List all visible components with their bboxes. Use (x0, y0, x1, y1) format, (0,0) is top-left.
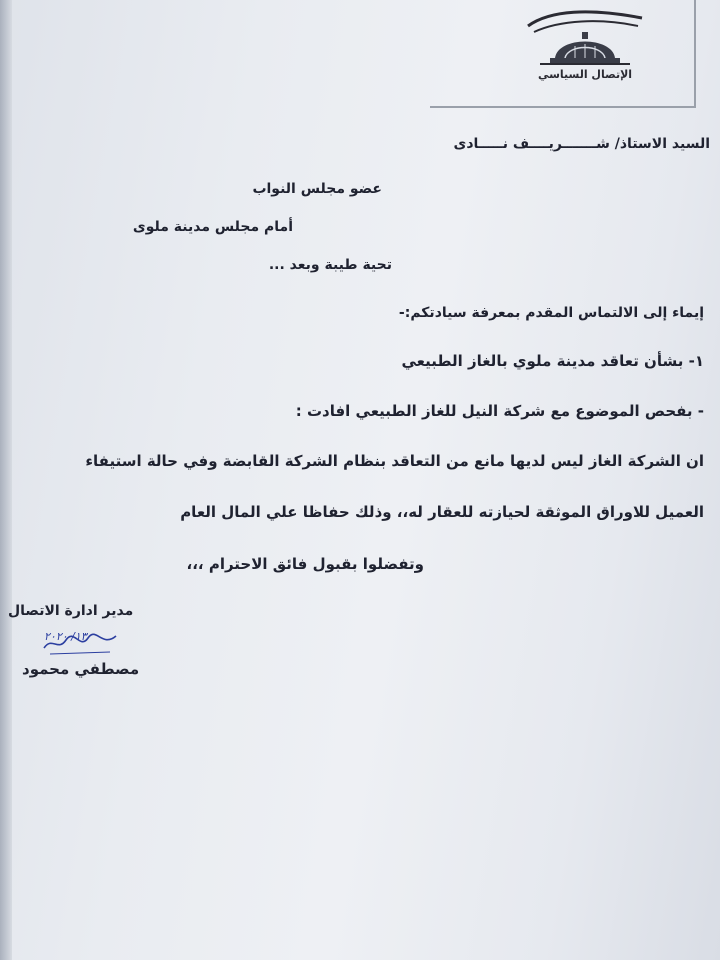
council-line: أمام مجلس مدينة ملوى (132, 219, 293, 235)
page-edge-shadow (0, 0, 12, 960)
letterhead-logo (520, 6, 650, 88)
signatory-name: مصطفي محمود (22, 660, 140, 678)
signature-scribble-icon (40, 626, 120, 658)
body-line-2: العميل للاوراق الموثقة لحيازته للعقار له،، وذلك حفاظا علي المال العام (180, 503, 704, 521)
intro-line: إيماء إلى الالتماس المقدم بمعرفة سيادتكم:- (398, 305, 704, 321)
examination-line: - بفحص الموضوع مع شركة النيل للغاز الطبيعي افادت : (295, 402, 704, 420)
item-one-line: ١- بشأن تعاقد مدينة ملوي بالغاز الطبيعي (401, 352, 704, 370)
handwritten-date: ١٣/ ٢٠٢٠ (44, 630, 87, 643)
closing-line: وتفضلوا بقبول فائق الاحترام ،،، (186, 555, 424, 573)
addressee-line: السيد الاستاذ/ شـــــــريــــف نـــــادى (453, 136, 710, 152)
greeting-line: تحية طيبة وبعد ... (268, 257, 392, 273)
addressee-title: عضو مجلس النواب (252, 181, 382, 197)
logo-caption: الإتصال السياسي (537, 68, 633, 81)
body-line-1: ان الشركة الغاز ليس لديها مانع من التعاقد بنظام الشركة القابضة وفي حالة استيفاء (85, 452, 704, 470)
signature-position: مدير ادارة الاتصال (8, 603, 134, 619)
parliament-dome-icon (520, 6, 650, 68)
